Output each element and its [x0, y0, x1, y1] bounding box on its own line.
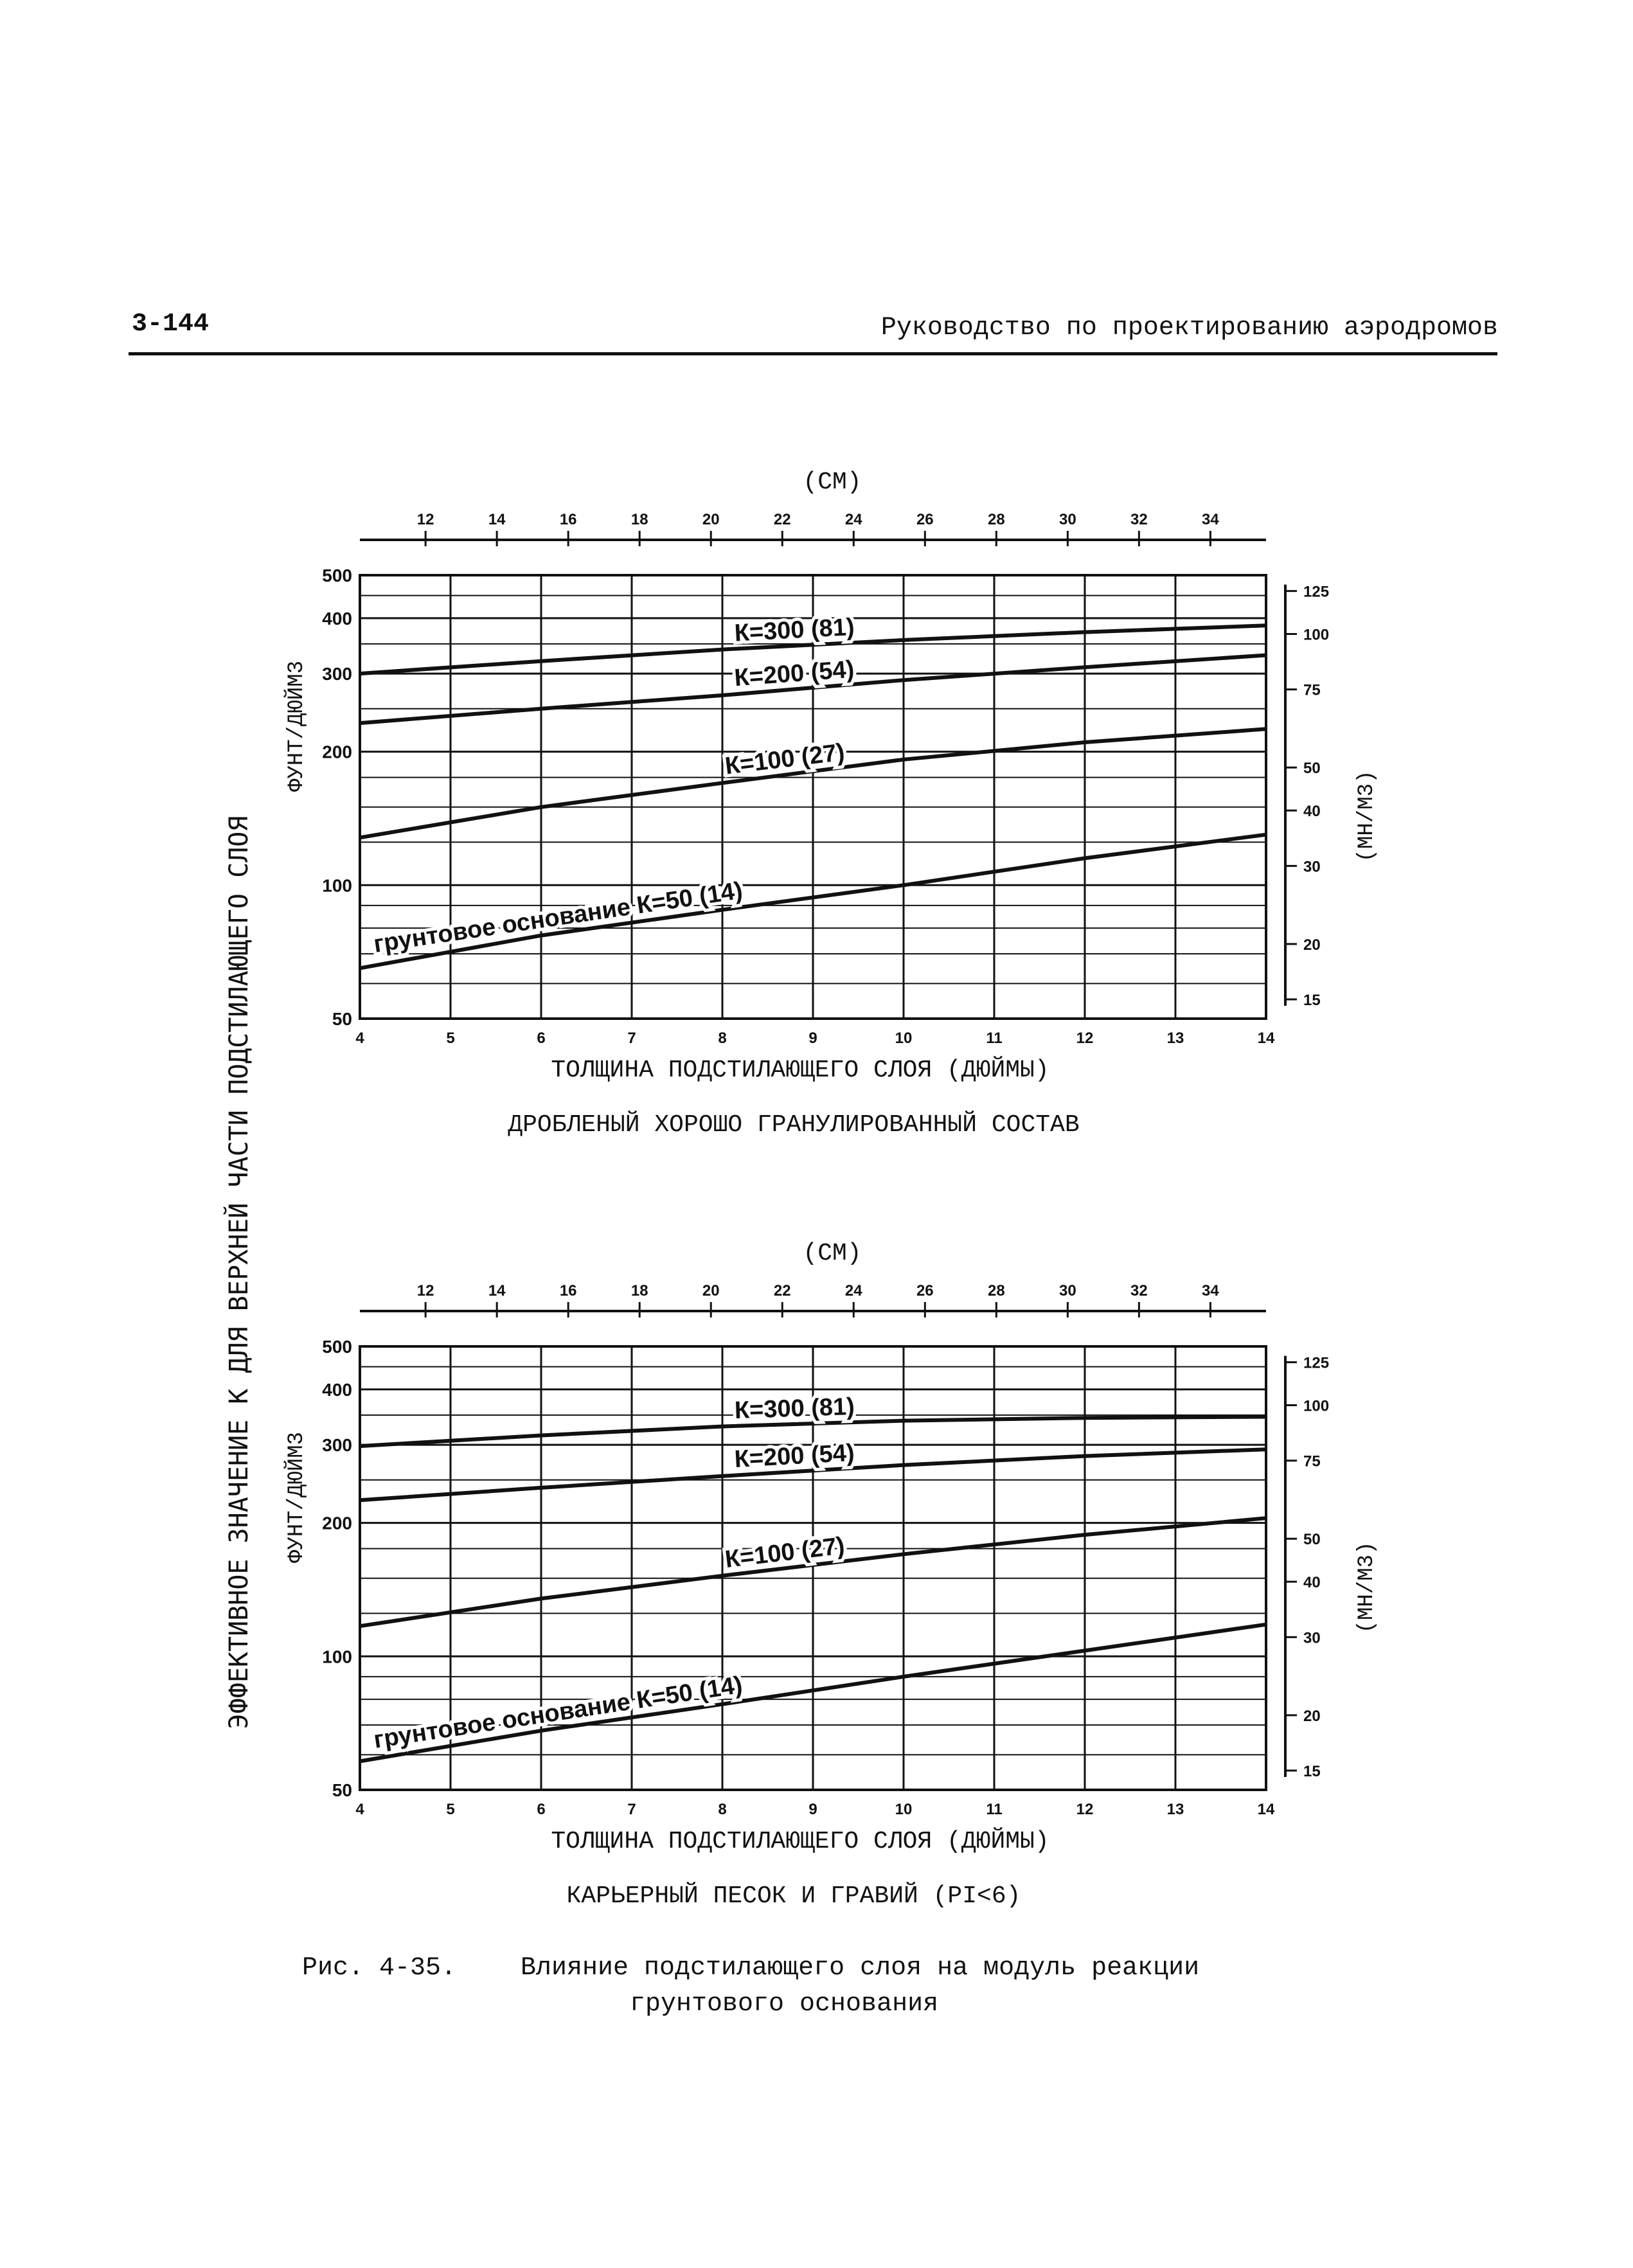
chart-pit-run-sand-gravel — [0, 1221, 1633, 1928]
x2-tick-label: 18 — [630, 511, 648, 528]
x-tick-label: 4 — [355, 1030, 364, 1047]
y-tick-label: 400 — [322, 1379, 352, 1400]
y2-tick-label: 75 — [1303, 681, 1321, 699]
x-tick-label: 10 — [895, 1801, 913, 1818]
x-tick-label: 11 — [986, 1030, 1003, 1047]
x2-tick-label: 14 — [488, 1282, 506, 1299]
y2-tick-label: 125 — [1303, 583, 1330, 601]
y2-tick-label: 125 — [1303, 1354, 1330, 1372]
y-tick-label: 500 — [322, 1337, 352, 1357]
series-label: грунтовое основание К=50 (14) — [371, 1671, 745, 1754]
x-tick-label: 5 — [446, 1801, 455, 1818]
y2-tick-label: 20 — [1303, 936, 1321, 954]
x2-tick-label: 12 — [416, 1282, 434, 1299]
y-tick-label: 50 — [332, 1780, 352, 1800]
y-tick-label: 100 — [322, 875, 352, 896]
x-tick-label: 5 — [446, 1030, 455, 1047]
y-axis-label: ФУНТ/ДЮЙМ3 — [285, 660, 309, 792]
y-tick-label: 100 — [322, 1647, 352, 1667]
series-label: К=100 (27) — [723, 1532, 846, 1574]
y2-tick-label: 75 — [1303, 1452, 1321, 1470]
x2-tick-label: 28 — [987, 1282, 1005, 1299]
chart-title: ДРОБЛЕНЫЙ ХОРОШО ГРАНУЛИРОВАННЫЙ СОСТАВ — [508, 1111, 1080, 1139]
shared-y-axis-label: ЭФФЕКТИВНОЕ ЗНАЧЕНИЕ К ДЛЯ ВЕРХНЕЙ ЧАСТИ ПОДСТИЛАЮЩЕГО СЛОЯ — [224, 816, 254, 1729]
x-tick-label: 11 — [986, 1801, 1003, 1818]
y2-tick-label: 100 — [1303, 1397, 1330, 1415]
y2-tick-label: 30 — [1303, 858, 1321, 876]
x2-tick-label: 14 — [488, 511, 506, 528]
x2-tick-label: 30 — [1059, 511, 1076, 528]
x-tick-label: 14 — [1257, 1030, 1275, 1047]
x-tick-label: 8 — [718, 1801, 727, 1818]
x2-tick-label: 28 — [987, 511, 1005, 528]
x-tick-label: 10 — [895, 1030, 913, 1047]
x-tick-label: 14 — [1257, 1801, 1275, 1818]
x-tick-label: 4 — [355, 1801, 364, 1818]
figure-caption-line1: Влияние подстилающего слоя на модуль реакции — [521, 1954, 1200, 1983]
right-axis-label: (МН/М3) — [1355, 770, 1379, 862]
x-tick-label: 13 — [1166, 1030, 1184, 1047]
y-tick-label: 400 — [322, 608, 352, 629]
x2-tick-label: 16 — [559, 511, 577, 528]
x-tick-label: 6 — [537, 1801, 546, 1818]
x2-tick-label: 20 — [702, 511, 720, 528]
x-tick-label: 9 — [808, 1030, 817, 1047]
x2-tick-label: 24 — [844, 1282, 862, 1299]
x-tick-label: 12 — [1076, 1030, 1094, 1047]
x2-tick-label: 32 — [1130, 511, 1148, 528]
x2-tick-label: 22 — [773, 1282, 791, 1299]
x2-tick-label: 26 — [916, 1282, 934, 1299]
series-label: К=100 (27) — [723, 738, 846, 780]
x2-tick-label: 12 — [416, 511, 434, 528]
x2-tick-label: 24 — [844, 511, 862, 528]
y-tick-label: 50 — [332, 1009, 352, 1029]
y2-tick-label: 40 — [1303, 803, 1321, 821]
header-rule — [129, 352, 1497, 355]
y-tick-label: 500 — [322, 566, 352, 585]
y-tick-label: 300 — [322, 1435, 352, 1456]
y-tick-label: 200 — [322, 742, 352, 762]
x2-tick-label: 16 — [559, 1282, 577, 1299]
y2-tick-label: 15 — [1303, 992, 1321, 1010]
y2-tick-label: 50 — [1303, 1531, 1321, 1549]
x-tick-label: 7 — [627, 1801, 636, 1818]
x-tick-label: 9 — [808, 1801, 817, 1818]
x-tick-label: 8 — [718, 1030, 727, 1047]
y2-tick-label: 100 — [1303, 626, 1330, 644]
x-tick-label: 13 — [1166, 1801, 1184, 1818]
x2-tick-label: 32 — [1130, 1282, 1148, 1299]
chart-crushed-well-graded — [0, 450, 1633, 1157]
right-axis-label: (МН/М3) — [1355, 1541, 1379, 1634]
series-label: К=300 (81) — [733, 613, 855, 647]
x-tick-label: 7 — [627, 1030, 636, 1047]
x2-tick-label: 34 — [1202, 1282, 1219, 1299]
series-label: К=300 (81) — [734, 1393, 855, 1424]
y2-tick-label: 15 — [1303, 1763, 1321, 1781]
x-tick-label: 6 — [537, 1030, 546, 1047]
series-label: грунтовое основание К=50 (14) — [371, 877, 745, 958]
y-tick-label: 200 — [322, 1513, 352, 1533]
x2-tick-label: 18 — [630, 1282, 648, 1299]
x2-tick-label: 20 — [702, 1282, 720, 1299]
top-axis-label: (СМ) — [803, 469, 862, 496]
y2-tick-label: 30 — [1303, 1629, 1321, 1647]
x-axis-label: ТОЛЩИНА ПОДСТИЛАЮЩЕГО СЛОЯ (ДЮЙМЫ) — [551, 1057, 1049, 1084]
figure-caption-line2: грунтового основания — [630, 1990, 939, 2019]
page-number: 3-144 — [132, 310, 210, 339]
x2-tick-label: 34 — [1202, 511, 1219, 528]
x2-tick-label: 30 — [1059, 1282, 1076, 1299]
x2-tick-label: 26 — [916, 511, 934, 528]
y2-tick-label: 20 — [1303, 1707, 1321, 1725]
x-tick-label: 12 — [1076, 1801, 1094, 1818]
page-header-title: Руководство по проектированию аэродромов — [880, 314, 1498, 343]
y-tick-label: 300 — [322, 664, 352, 684]
series-label: К=200 (54) — [733, 656, 855, 692]
series-label: К=200 (54) — [733, 1439, 855, 1474]
figure-caption-number: Рис. 4-35. — [302, 1954, 457, 1983]
chart-title: КАРЬЕРНЫЙ ПЕСОК И ГРАВИЙ (PI<6) — [566, 1882, 1021, 1910]
top-axis-label: (СМ) — [803, 1240, 862, 1267]
x2-tick-label: 22 — [773, 511, 791, 528]
y2-tick-label: 50 — [1303, 760, 1321, 778]
y-axis-label: ФУНТ/ДЮЙМ3 — [285, 1431, 309, 1564]
y2-tick-label: 40 — [1303, 1574, 1321, 1592]
x-axis-label: ТОЛЩИНА ПОДСТИЛАЮЩЕГО СЛОЯ (ДЮЙМЫ) — [551, 1828, 1049, 1855]
